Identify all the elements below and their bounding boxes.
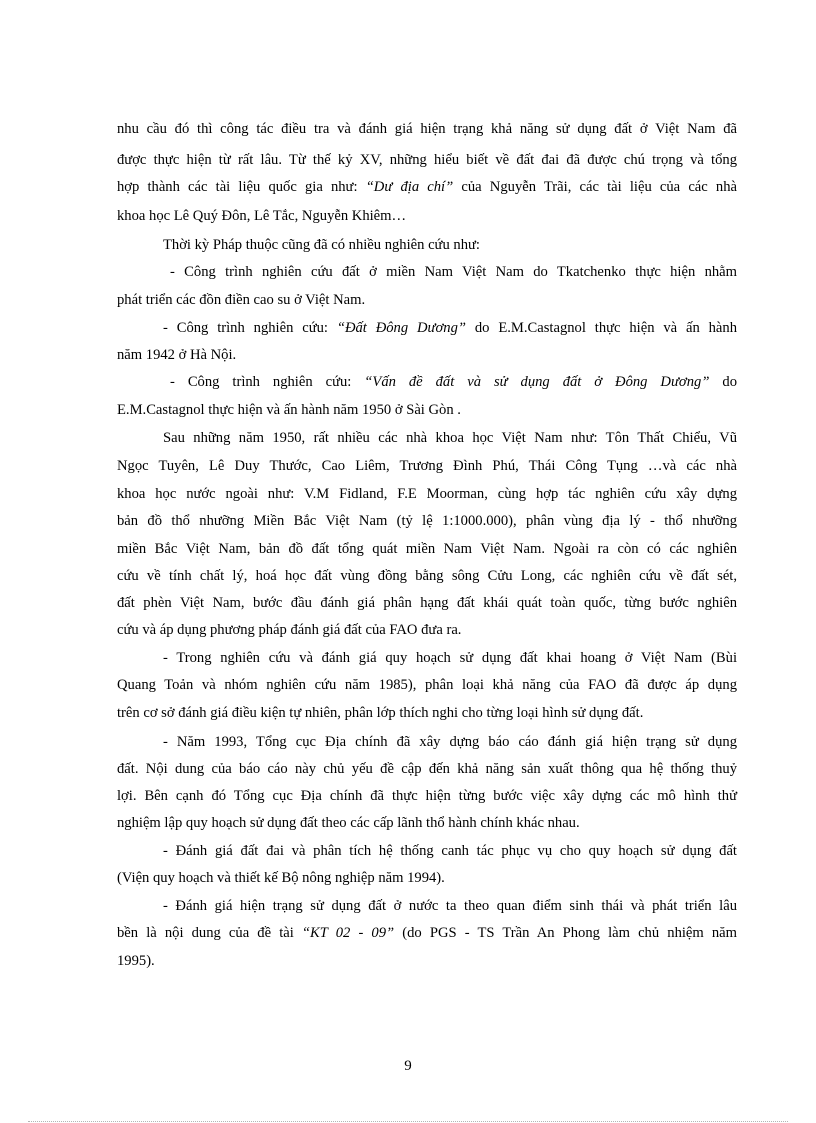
text-segment: - Công trình nghiên cứu: [170,374,365,390]
italic-title: “Vấn đề đất và sử dụng đất ở Đông Dương” [364,374,710,390]
italic-title: “Đất Đông Dương” [336,320,467,336]
italic-title: “Dư địa chí” [365,179,454,195]
text-line: - Trong nghiên cứu và đánh giá quy hoạch sử dụng đất khai hoang ở Việt Nam (Bùi [163,650,737,666]
text-line: đất phèn Việt Nam, bước đầu đánh giá phân hạng đất khái quát toàn quốc, từng bước nghiên [117,595,737,611]
text-line: khoa học nước ngoài như: V.M Fidland, F.E Moorman, cùng hợp tác nghiên cứu xây dựng [117,486,737,502]
text-line: nhu cầu đó thì công tác điều tra và đánh giá hiện trạng khả năng sử dụng đất ở Việt Nam đã [117,121,737,137]
text-line: Sau những năm 1950, rất nhiều các nhà khoa học Việt Nam như: Tôn Thất Chiểu, Vũ [163,430,737,446]
text-line: năm 1942 ở Hà Nội. [117,347,237,363]
text-segment: do [709,374,737,390]
text-line: miền Bắc Việt Nam, bản đồ đất tổng quát miền Nam Việt Nam. Ngoài ra còn có các nghiên [117,541,737,557]
text-line: Quang Toản và nhóm nghiên cứu năm 1985), phân loại khả năng của FAO đã được áp dụng [117,677,737,693]
text-line: lợi. Bên cạnh đó Tổng cục Địa chính đã thực hiện từng bước việc xây dựng các mô hình thử [117,788,737,804]
text-line: (Viện quy hoạch và thiết kế Bộ nông nghiệp năm 1994). [117,870,445,886]
page-number: 9 [404,1058,412,1074]
text-segment: (do PGS - TS Trần An Phong làm chủ nhiệm năm [394,925,737,941]
text-line: E.M.Castagnol thực hiện và ấn hành năm 1950 ở Sài Gòn . [117,402,461,418]
text-line [163,318,737,338]
text-line: 1995). [117,953,155,969]
text-segment: bền là nội dung của đề tài [117,925,302,941]
text-line: cứu về tính chất lý, hoá học đất vùng đồng bằng sông Cửu Long, các nghiên cứu về đất sét, [117,568,737,584]
text-line: bản đồ thổ nhưỡng Miền Bắc Việt Nam (tỷ lệ 1:1000.000), phân vùng địa lý - thổ nhưỡng [117,513,737,529]
text-line: cứu và áp dụng phương pháp đánh giá đất của FAO đưa ra. [117,622,462,638]
text-line: - Đánh giá hiện trạng sử dụng đất ở nước ta theo quan điểm sinh thái và phát triển lâu [163,898,737,914]
text-line: trên cơ sở đánh giá điều kiện tự nhiên, phân lớp thích nghi cho từng loại hình sử dụng đất. [117,705,644,721]
text-segment: do E.M.Castagnol thực hiện và ấn hành [466,320,738,336]
text-line [117,923,737,943]
text-line: nghiệm lập quy hoạch sử dụng đất theo các cấp lãnh thổ hành chính khác nhau. [117,815,580,831]
text-line: Ngọc Tuyên, Lê Duy Thước, Cao Liêm, Trương Đình Phú, Thái Công Tụng …và các nhà [117,458,737,474]
text-line [117,177,737,197]
text-line: - Năm 1993, Tổng cục Địa chính đã xây dựng báo cáo đánh giá hiện trạng sử dụng [163,734,737,750]
text-line: - Đánh giá đất đai và phân tích hệ thống canh tác phục vụ cho quy hoạch sử dụng đất [163,843,737,859]
text-line: đất. Nội dung của báo cáo này chủ yếu đề cập đến khả năng sản xuất thông qua hệ thống thuỷ [117,761,737,777]
text-line: Thời kỳ Pháp thuộc cũng đã có nhiều nghiên cứu như: [163,237,480,253]
text-segment: của Nguyễn Trãi, các tài liệu của các nhà [453,179,737,195]
italic-title: “KT 02 - 09” [301,925,395,941]
text-line: - Công trình nghiên cứu đất ở miền Nam Việt Nam do Tkatchenko thực hiện nhằm [170,264,737,280]
text-line [170,372,737,392]
text-line: phát triển các đồn điền cao su ở Việt Nam. [117,292,366,308]
text-segment: - Công trình nghiên cứu: [163,320,337,336]
text-line: được thực hiện từ rất lâu. Từ thế kỷ XV, những hiểu biết về đất đai đã được chú trọng và tổng [117,152,737,168]
text-line: khoa học Lê Quý Đôn, Lê Tắc, Nguyễn Khiêm… [117,208,407,224]
page-bottom-divider [28,1121,788,1122]
text-segment: hợp thành các tài liệu quốc gia như: [117,179,366,195]
